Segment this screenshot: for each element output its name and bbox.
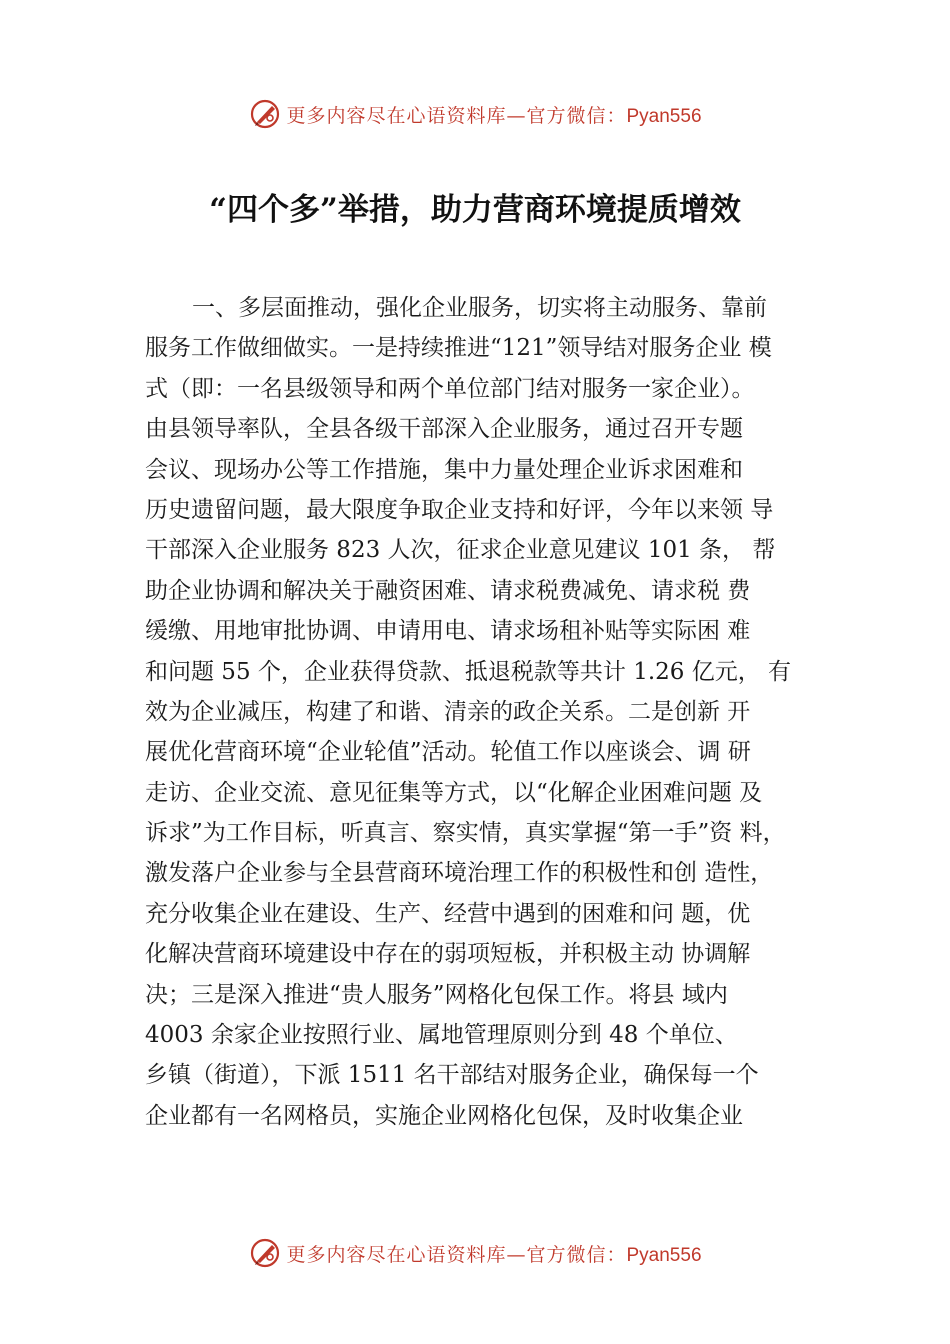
paragraph-line: 和问题 55 个，企业获得贷款、抵退税款等共计 1.26 亿元， 有 [145, 658, 792, 685]
watermark-banner-top [0, 94, 950, 134]
paragraph-line: 决；三是深入推进“贵人服务”网格化包保工作。将县 域内 [145, 981, 728, 1008]
paragraph-line: 式（即：一名县级领导和两个单位部门结对服务一家企业）。 [145, 375, 755, 402]
paragraph-line: 展优化营商环境“企业轮值”活动。轮值工作以座谈会、调 研 [145, 739, 751, 766]
watermark-text: 更多内容尽在心语资料库—官方微信：Pyan556 [286, 104, 702, 127]
watermark-text: 更多内容尽在心语资料库—官方微信：Pyan556 [286, 1243, 702, 1266]
pen-logo-icon [248, 97, 282, 131]
paragraph-line: 乡镇（街道），下派 1511 名干部结对服务企业，确保每一个 [145, 1062, 759, 1089]
paragraph-line: 化解决营商环境建设中存在的弱项短板，并积极主动 协调解 [145, 941, 751, 968]
paragraph-line: 干部深入企业服务 823 人次，征求企业意见建议 101 条， 帮 [145, 537, 776, 564]
body-paragraph [145, 288, 835, 1136]
paragraph-line: 会议、现场办公等工作措施，集中力量处理企业诉求困难和 [145, 456, 743, 483]
paragraph-line: 一、多层面推动，强化企业服务，切实将主动服务、靠前 [192, 295, 767, 321]
paragraph-line: 4003 余家企业按照行业、属地管理原则分到 48 个单位、 [145, 1022, 738, 1049]
wechat-id: Pyan556 [626, 105, 702, 127]
watermark-banner-bottom [0, 1233, 950, 1273]
paragraph-line: 助企业协调和解决关于融资困难、请求税费减免、请求税 费 [145, 577, 751, 604]
paragraph-line: 服务工作做细做实。一是持续推进“121”领导结对服务企业 模 [145, 335, 772, 362]
paragraph-line: 走访、企业交流、意见征集等方式，以“化解企业困难问题 及 [145, 779, 763, 806]
paragraph-line: 企业都有一名网格员，实施企业网格化包保，及时收集企业 [145, 1102, 743, 1129]
paragraph-line: 缓缴、用地审批协调、申请用电、请求场租补贴等实际困 难 [145, 618, 751, 645]
paragraph-line: 效为企业减压，构建了和谐、清亲的政企关系。二是创新 开 [145, 698, 751, 725]
paragraph-line: 诉求”为工作目标，听真言、察实情，真实掌握“第一手”资 料， [145, 820, 786, 847]
paragraph-line: 激发落户企业参与全县营商环境治理工作的积极性和创 造性， [145, 860, 774, 887]
paragraph-line: 由县领导率队，全县各级干部深入企业服务，通过召开专题 [145, 416, 743, 443]
wechat-id: Pyan556 [626, 1244, 702, 1266]
pen-logo-icon [248, 1236, 282, 1270]
paragraph-line: 历史遗留问题，最大限度争取企业支持和好评，今年以来领 导 [145, 496, 774, 523]
page-title: “四个多”举措，助力营商环境提质增效 [209, 192, 741, 228]
paragraph-line: 充分收集企业在建设、生产、经营中遇到的困难和问 题，优 [145, 900, 751, 927]
